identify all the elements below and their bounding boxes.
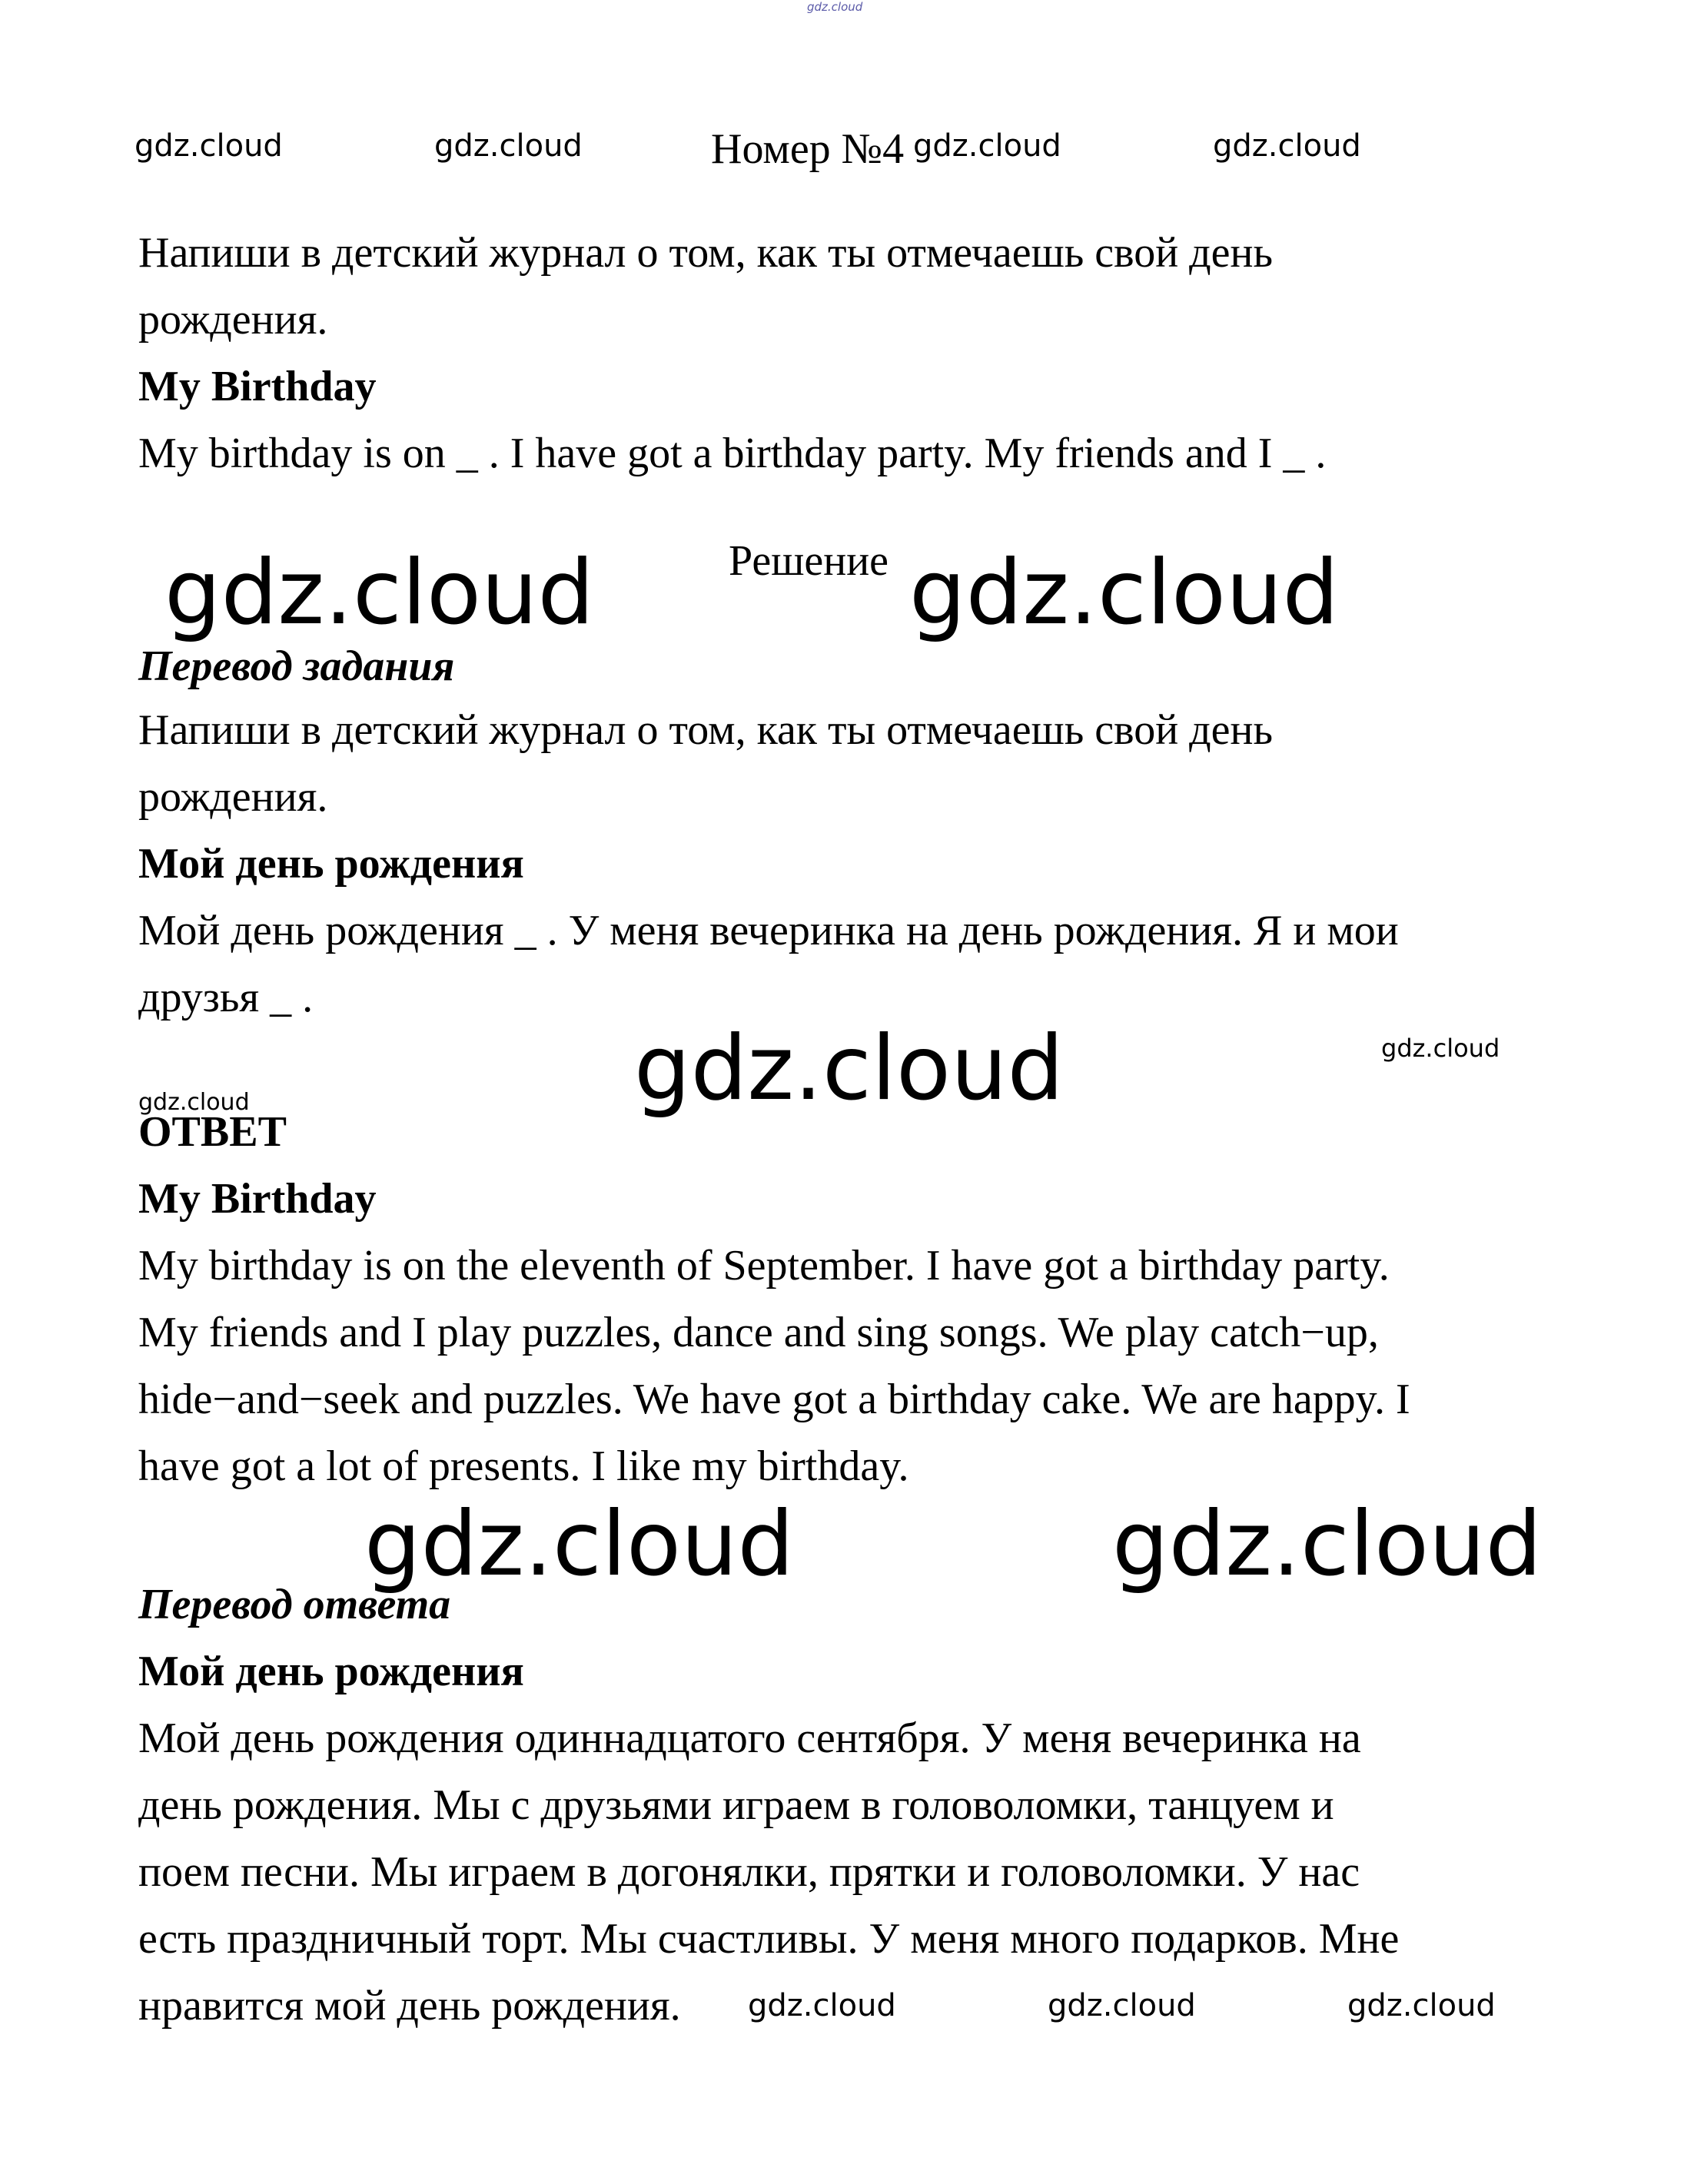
translation-line: Напиши в детский журнал о том, как ты отмечаешь свой день [138, 706, 1274, 754]
answer-translation-line: есть праздничный торт. Мы счастливы. У меня много подарков. Мне [138, 1915, 1400, 1963]
watermark: gdz.cloud [434, 128, 583, 164]
answer-translation-line: нравится мой день рождения. [138, 1982, 681, 2030]
answer-label: ОТВЕТ [138, 1108, 287, 1156]
watermark: gdz.cloud [634, 1017, 1065, 1120]
watermark: gdz.cloud [748, 1988, 896, 2023]
answer-line: My birthday is on the eleventh of September. I have got a birthday party. [138, 1242, 1390, 1289]
task-line: Напиши в детский журнал о том, как ты отмечаешь свой день [138, 229, 1274, 277]
translation-text: Мой день рождения _ . У меня вечеринка на день рождения. Я и мои [138, 907, 1399, 954]
answer-line: have got a lot of presents. I like my birthday. [138, 1442, 909, 1490]
task-text: My birthday is on _ . I have got a birthday party. My friends and I _ . [138, 430, 1327, 477]
watermark: gdz.cloud [1112, 1492, 1543, 1596]
watermark: gdz.cloud [164, 541, 595, 645]
task-line: рождения. [138, 296, 328, 344]
top-watermark: gdz.cloud [807, 0, 863, 14]
answer-heading: My Birthday [138, 1175, 377, 1223]
watermark: gdz.cloud [1381, 1034, 1500, 1063]
task-translation-heading: Перевод задания [138, 642, 455, 690]
translation-subheading: Мой день рождения [138, 840, 524, 888]
task-heading: My Birthday [138, 363, 377, 410]
answer-translation-line: поем песни. Мы играем в догонялки, прятки и головоломки. У нас [138, 1848, 1360, 1896]
answer-translation-heading: Перевод ответа [138, 1581, 451, 1628]
watermark: gdz.cloud [135, 128, 283, 164]
answer-translation-line: Мой день рождения одиннадцатого сентября. У меня вечеринка на [138, 1714, 1361, 1762]
watermark: gdz.cloud [364, 1492, 795, 1596]
watermark: gdz.cloud [913, 128, 1061, 164]
answer-line: My friends and I play puzzles, dance and sing songs. We play catch−up, [138, 1309, 1379, 1356]
watermark: gdz.cloud [1347, 1988, 1496, 2023]
watermark: gdz.cloud [1213, 128, 1361, 164]
watermark: gdz.cloud [909, 541, 1340, 645]
translation-line: рождения. [138, 773, 328, 821]
translation-text: друзья _ . [138, 974, 314, 1021]
page-title: Номер №4 [711, 125, 905, 173]
watermark: gdz.cloud [138, 1089, 250, 1116]
answer-translation-subheading: Мой день рождения [138, 1648, 524, 1695]
answer-translation-line: день рождения. Мы с друзьями играем в головоломки, танцуем и [138, 1781, 1334, 1829]
answer-line: hide−and−seek and puzzles. We have got a birthday cake. We are happy. I [138, 1376, 1410, 1423]
solution-label: Решение [729, 537, 889, 585]
watermark: gdz.cloud [1048, 1988, 1196, 2023]
